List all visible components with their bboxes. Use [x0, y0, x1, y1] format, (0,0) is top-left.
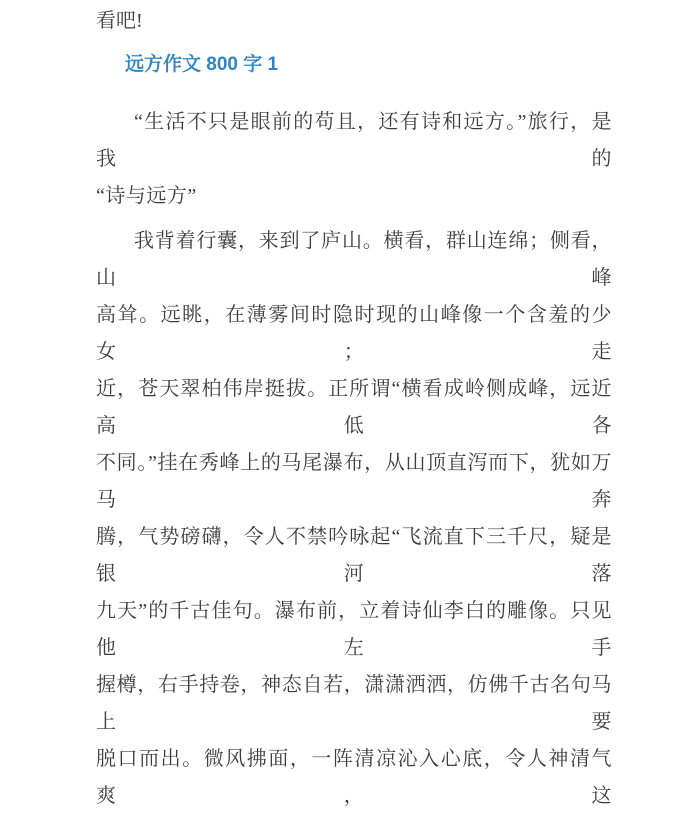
paragraph: [96, 223, 612, 815]
text-line: “生活不只是眼前的苟且，还有诗和远方。”旅行，是我的: [96, 111, 612, 170]
text-line: 不同。”挂在秀峰上的马尾瀑布，从山顶直泻而下，犹如万马奔: [96, 452, 612, 511]
text-line: “诗与远方”: [96, 185, 197, 207]
text-line: 近，苍天翠柏伟岸挺拔。正所谓“横看成岭侧成峰，远近高低各: [96, 378, 612, 437]
text-line: 我背着行囊，来到了庐山。横看，群山连绵；侧看，山峰: [96, 230, 612, 289]
text-line: 腾，气势磅礴，令人不禁吟咏起“飞流直下三千尺，疑是银河落: [96, 526, 612, 585]
text-line: 九天”的千古佳句。瀑布前，立着诗仙李白的雕像。只见他左手: [96, 600, 612, 659]
text-line: 高耸。远眺，在薄雾间时隐时现的山峰像一个含羞的少女；走: [96, 304, 612, 363]
text-line: 握樽，右手持卷，神态自若，潇潇洒洒，仿佛千古名句马上要: [96, 674, 612, 733]
paragraph: [96, 104, 612, 215]
text-line: 脱口而出。微风拂面，一阵清凉沁入心底，令人神清气爽，这: [96, 748, 612, 807]
intro-text-line: 看吧!: [96, 10, 143, 32]
section-heading: 远方作文 800 字 1: [125, 54, 279, 75]
